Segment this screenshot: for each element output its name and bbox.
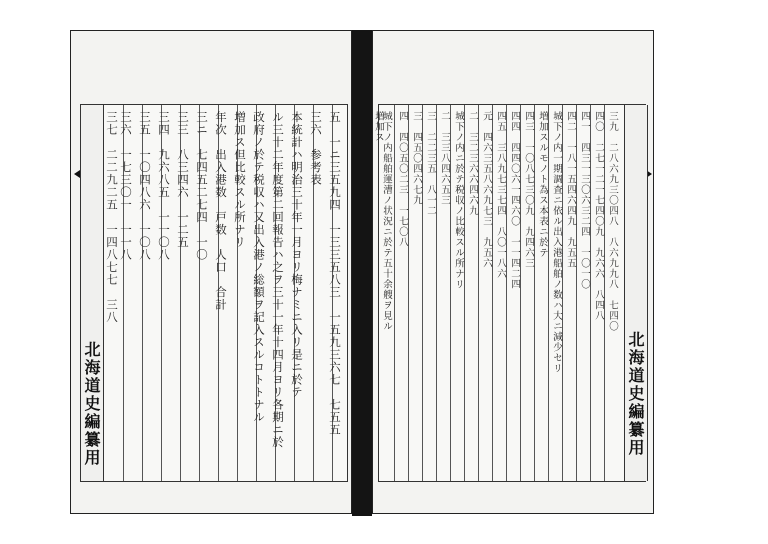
left-ruled-frame: [80, 104, 348, 482]
right-column-11: 二 三二三六六四六九: [467, 111, 478, 216]
left-column-12: 三六 一七三〇一 一一八: [119, 111, 133, 261]
right-column-8: 四四 四四〇六一四六〇 一一四二四: [509, 111, 520, 290]
right-title-band: [624, 105, 648, 481]
left-column-3: 本統計ハ明治三十年一月ヨリ梅ナミニ入リ是ニ於テ: [290, 111, 304, 399]
right-running-title: 北海道史編纂用: [626, 331, 645, 457]
left-running-title: 北海道史編纂用: [82, 341, 101, 467]
right-column-3: 四一 四三一三〇六三二四 一〇一〇: [579, 111, 590, 290]
left-column-4: ル三十二年度第二回報告ハ之ヲ三十一年十四月ヨリ各期ニ於: [271, 111, 285, 449]
left-column-7: 年次 出入港数 戸数 人口 合計: [214, 111, 228, 311]
right-column-1: 三九 二八六九三〇四八 八六九九八 七四〇: [607, 111, 618, 332]
left-column-8: 三ニ 七四五二七四 一〇: [195, 111, 209, 261]
left-column-9: 三三 八三四六 一二五: [176, 111, 190, 249]
right-column-4: 四二 一八一五四六四九 九五五: [565, 111, 576, 269]
right-column-17: 城下ノ内船舶運漕ノ状況ニ於テ五十余艘ヲ見ル: [381, 111, 392, 332]
right-column-9: 四五 三八九七三七四 八〇一八六: [495, 111, 506, 279]
left-column-11: 三五 一〇四八六 一〇八: [138, 111, 152, 261]
right-column-15: 三 四五〇四六七九: [411, 111, 422, 206]
left-column-13: 三七 二二九二五 一四八七七 三八: [105, 111, 119, 324]
left-title-band: [80, 105, 104, 481]
right-column-12: 城下ノ内ニ於テ税収ノ比較スル所ナリ: [453, 111, 464, 290]
left-column-5: 政府ノ於テ税収ハ又出入港ノ総額ヲ記入スルコトトナル: [252, 111, 266, 424]
right-column-13: 二 三三八四六五三: [439, 111, 450, 206]
right-column-5: 城下ノ内一期調査ニ依ル出入港船舶ノ数ハ大ニ減少セリ: [551, 111, 562, 374]
left-column-10: 三四 九六八五 一一〇八: [157, 111, 171, 261]
right-column-2: 四〇 二七一二一七四〇九 九六六 八四八: [593, 111, 604, 321]
right-ruled-frame: [373, 104, 646, 482]
left-column-1: 五 一ニ三五九四 一三三五八三 一五九三六七 七五五: [328, 111, 342, 436]
right-column-7: 四三 一〇八七三〇九 九四六三: [523, 111, 534, 269]
left-column-6: 増加ス但比較スル所ナリ: [233, 111, 247, 249]
right-column-18: 増加ス: [373, 111, 384, 143]
right-column-10: 元 四六三五八六九七三 九五六: [481, 111, 492, 269]
right-column-6: 増加スルモノト為ス本表ニ於テ: [537, 111, 548, 258]
left-column-2: 三六 参考表: [309, 111, 323, 186]
right-column-16: 四 四〇五〇二三 一七〇八: [397, 111, 408, 248]
book-spine: [352, 30, 372, 516]
right-column-14: 三 二二三五 八一二: [425, 111, 436, 216]
